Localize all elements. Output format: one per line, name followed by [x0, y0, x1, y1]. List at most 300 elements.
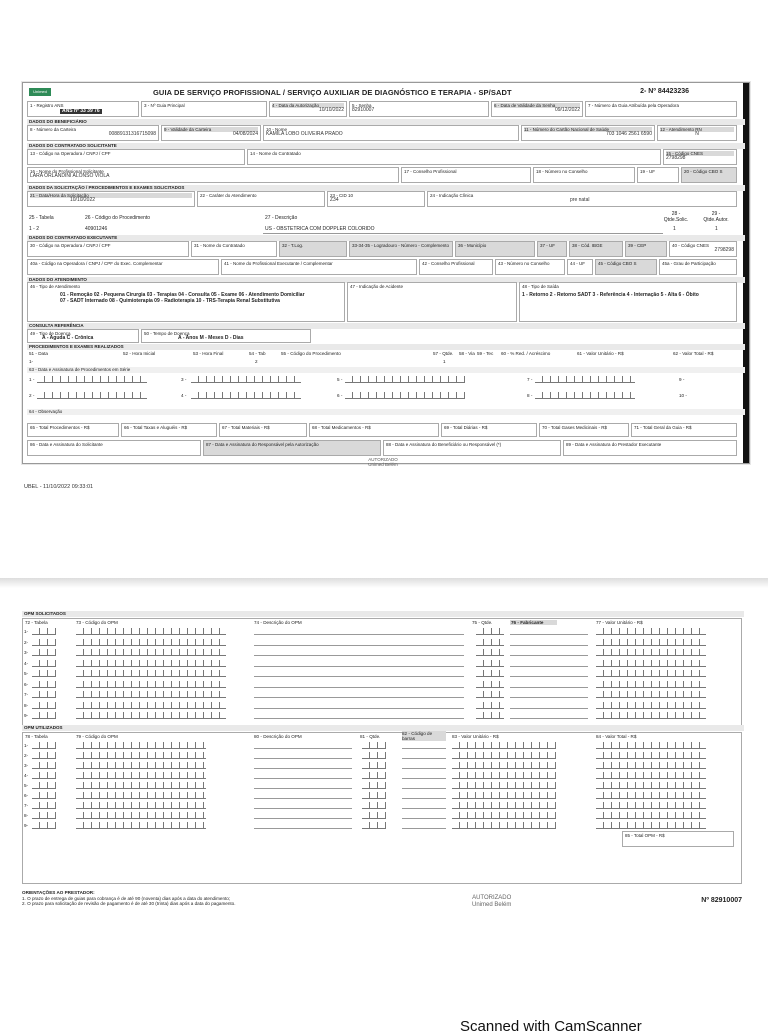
- field-data-solicitacao: [27, 191, 195, 207]
- series-label-4: 4 -: [181, 393, 187, 398]
- label: 23 - CID 10: [330, 193, 354, 198]
- camscanner-watermark: Scanned with CamScanner: [460, 1018, 642, 1035]
- row-valor-8[interactable]: [596, 702, 706, 709]
- used-qtde-1[interactable]: [362, 742, 386, 749]
- row-codigo-1[interactable]: [76, 628, 226, 635]
- used-valor-total-9[interactable]: [596, 822, 706, 829]
- field-total-procedimentos: [27, 423, 119, 437]
- row-valor-2[interactable]: [596, 639, 706, 646]
- field-codigo-complementar: [27, 259, 219, 275]
- label: 15 - Código CNES: [666, 151, 734, 156]
- value: KAMILA LOBO OLIVEIRA PRADO: [266, 131, 343, 137]
- used-valor-total-1[interactable]: [596, 742, 706, 749]
- row-descricao-8[interactable]: [254, 708, 464, 709]
- row-tabela-9[interactable]: [32, 712, 56, 719]
- header-codigo-opm: 73 - Código do OPM: [76, 620, 118, 625]
- series-date-5[interactable]: [345, 376, 465, 383]
- field-municipio: [455, 241, 535, 257]
- used-barras-9[interactable]: [402, 828, 446, 829]
- value: 09/12/2022: [554, 107, 580, 113]
- used-codigo-3[interactable]: [76, 762, 206, 769]
- row-qtde-7[interactable]: [476, 691, 504, 698]
- options-2: 07 - SADT Internado 08 - Quimioterapia 09 - Radioterapia 10 - TRS-Terapia Renal Substitutiva: [60, 298, 280, 304]
- header-fabricante: 76 - Fabricante: [510, 620, 557, 625]
- row-qtde-8[interactable]: [476, 702, 504, 709]
- row-tabela-2[interactable]: [32, 639, 56, 646]
- label: 46 - Tipo de Atendimento: [30, 284, 81, 289]
- field-ibge: [569, 241, 623, 257]
- row-tabela-4[interactable]: [32, 660, 56, 667]
- row-qtde-2[interactable]: [476, 639, 504, 646]
- label: 5 - Senha: [352, 103, 372, 108]
- row-codigo-4[interactable]: [76, 660, 226, 667]
- options: A - Anos M - Meses D - Dias: [178, 335, 244, 341]
- field-conselho-exec: [419, 259, 493, 275]
- used-row-label-4: 4-: [24, 773, 29, 778]
- row-valor-5[interactable]: [596, 670, 706, 677]
- field-total-taxas: [121, 423, 217, 437]
- used-tabela-1[interactable]: [32, 742, 56, 749]
- guia-number: 2- Nº 84423236: [640, 88, 689, 95]
- value: 703 1046 2561 6590: [606, 131, 652, 137]
- field-tipo-doenca: [27, 329, 139, 343]
- field-total-materiais: [219, 423, 307, 437]
- used-barras-3[interactable]: [402, 768, 446, 769]
- used-valor-total-8[interactable]: [596, 812, 706, 819]
- label: 89 - Data e Assinatura do Prestador Executante: [566, 442, 662, 447]
- label: 86 - Data e Assinatura do Solicitante: [30, 442, 103, 447]
- label: 39 - CEP: [628, 243, 647, 248]
- label: 44 - UF: [570, 261, 586, 266]
- field-cbo: [681, 167, 737, 183]
- used-qtde-4[interactable]: [362, 772, 386, 779]
- field-numero-conselho-exec: [495, 259, 565, 275]
- series-date-2[interactable]: [37, 392, 147, 399]
- label: 45a - Grau de Participação: [662, 261, 716, 266]
- field-indicacao-clinica: [427, 191, 737, 207]
- header-codigo-opm-2: 79 - Código do OPM: [76, 734, 118, 739]
- label: 71 - Total Geral da Guia - R$: [634, 425, 692, 430]
- label: 38 - Cód. IBGE: [572, 243, 603, 248]
- row-descricao-1[interactable]: [254, 634, 464, 635]
- field-numero-conselho: [533, 167, 635, 183]
- value: Z34: [330, 197, 339, 203]
- used-barras-8[interactable]: [402, 818, 446, 819]
- orient-1: 1. O prazo de entrega de guias para cobrança é de até 90 (noventa) dias após a data do atendimento;: [22, 895, 231, 901]
- row-valor-1[interactable]: [596, 628, 706, 635]
- header-tabela: 72 - Tabela: [25, 620, 48, 625]
- used-valor-unit-3[interactable]: [452, 762, 556, 769]
- field-assinatura-autorizacao[interactable]: [203, 440, 381, 456]
- label: 49 - Tipo de Doença: [30, 331, 71, 336]
- label: 70 - Total Gases Medicinais - R$: [542, 425, 607, 430]
- used-valor-total-4[interactable]: [596, 772, 706, 779]
- section-opm-solicitados: OPM SOLICITADOS: [22, 611, 744, 617]
- label: 20 - Código CBO S: [684, 169, 723, 174]
- row-fabricante-2[interactable]: [510, 645, 588, 646]
- row-codigo-9[interactable]: [76, 712, 226, 719]
- label: 88 - Data e Assinatura do Beneficiário ou Responsável (*): [386, 442, 502, 447]
- row-label-8: 8-: [24, 702, 29, 708]
- used-valor-unit-2[interactable]: [452, 752, 556, 759]
- row-codigo-5[interactable]: [76, 670, 226, 677]
- series-date-3[interactable]: [191, 376, 301, 383]
- label: 41 - Nome do Profissional Executante / Complementar: [224, 261, 333, 266]
- row-descricao-3[interactable]: [254, 655, 464, 656]
- label: 45 - Código CBO S: [598, 261, 637, 266]
- header-qtde-2: 81 - Qtde.: [360, 734, 381, 739]
- field-profissional-executante: [221, 259, 417, 275]
- series-label-2: 2 -: [29, 393, 35, 398]
- label: 85 - Total OPM - R$: [625, 833, 665, 838]
- label: 24 - Indicação Clínica: [430, 193, 474, 198]
- field-nome: [263, 125, 519, 141]
- row-valor-9[interactable]: [596, 712, 706, 719]
- label: 1 - Registro ANS: [30, 103, 64, 108]
- field-total-medicamentos: [309, 423, 439, 437]
- value: 00889131316715098: [108, 131, 156, 137]
- label: 48 - Tipo de Saída: [522, 284, 559, 289]
- row-tabela-7[interactable]: [32, 691, 56, 698]
- series-date-7[interactable]: [535, 376, 635, 383]
- used-valor-unit-1[interactable]: [452, 742, 556, 749]
- used-row-label-2: 2-: [24, 753, 29, 758]
- label: 32 - T.Log.: [282, 243, 304, 248]
- section-solicitacao: DADOS DA SOLICITAÇÃO / PROCEDIMENTOS E EXAMES SOLICITADOS: [27, 185, 745, 191]
- field-cid: [327, 191, 425, 207]
- used-valor-total-3[interactable]: [596, 762, 706, 769]
- label-tabela: 25 - Tabela: [29, 215, 54, 221]
- series-label-1: 1 -: [29, 377, 35, 382]
- used-tabela-7[interactable]: [32, 802, 56, 809]
- row-label-9: 9-: [24, 713, 29, 718]
- field-guia-principal: [141, 101, 267, 117]
- label: 16 - Nome do Profissional Solicitante: [30, 169, 104, 174]
- value-qtde-autor: 1: [715, 226, 718, 232]
- used-valor-unit-9[interactable]: [452, 822, 556, 829]
- field-cep: [625, 241, 667, 257]
- field-tipo-atendimento: [27, 282, 345, 322]
- row-descricao-5[interactable]: [254, 676, 464, 677]
- page-separator: [0, 578, 768, 588]
- value-tab: 2: [255, 359, 258, 364]
- label: 22 - Caráter do Atendimento: [200, 193, 257, 198]
- stamp-text-2: Unimed Belém: [368, 462, 398, 467]
- used-tabela-6[interactable]: [32, 792, 56, 799]
- row-fabricante-3[interactable]: [510, 655, 588, 656]
- used-barras-4[interactable]: [402, 778, 446, 779]
- field-grau-participacao: [659, 259, 737, 275]
- used-descricao-9[interactable]: [254, 828, 352, 829]
- stamp-text: AUTORIZADO: [368, 457, 398, 462]
- value: 2798298: [666, 155, 686, 161]
- used-descricao-2[interactable]: [254, 758, 352, 759]
- label: 36 - Município: [458, 243, 487, 248]
- section-opm-utilizados: OPM UTILIZADOS: [22, 725, 744, 731]
- field-atendimento-rn: [657, 125, 737, 141]
- used-qtde-7[interactable]: [362, 802, 386, 809]
- row-qtde-1[interactable]: [476, 628, 504, 635]
- label-qtde: 57 - Qtde.: [433, 351, 454, 356]
- value-qtde: 1: [443, 359, 446, 364]
- used-barras-2[interactable]: [402, 758, 446, 759]
- side-strip: [743, 83, 749, 463]
- label-descricao: 27 - Descrição: [265, 215, 298, 221]
- field-nome-executante: [191, 241, 277, 257]
- header-descricao-opm-2: 80 - Descrição do OPM: [254, 734, 302, 739]
- row-qtde-9[interactable]: [476, 712, 504, 719]
- row-fabricante-6[interactable]: [510, 687, 588, 688]
- header-valor-total-2: 84 - Valor Total - R$: [596, 734, 637, 739]
- label: 69 - Total Diárias - R$: [444, 425, 488, 430]
- used-codigo-7[interactable]: [76, 802, 206, 809]
- field-assinatura-beneficiario[interactable]: [383, 440, 561, 456]
- label-valor-total: 62 - Valor Total - R$: [673, 351, 714, 356]
- row-qtde-5[interactable]: [476, 670, 504, 677]
- used-row-label-1: 1-: [24, 743, 29, 748]
- used-barras-1[interactable]: [402, 748, 446, 749]
- value-data: 1-: [29, 359, 34, 364]
- row-label-6: 6-: [24, 681, 29, 687]
- row-tabela-8[interactable]: [32, 702, 56, 709]
- label-data: 51 - Data: [29, 351, 48, 356]
- field-uf-exec: [537, 241, 567, 257]
- field-total-diarias: [441, 423, 537, 437]
- row-fabricante-5[interactable]: [510, 676, 588, 677]
- used-valor-total-6[interactable]: [596, 792, 706, 799]
- row-fabricante-4[interactable]: [510, 666, 588, 667]
- series-label-7: 7 -: [527, 377, 533, 382]
- row-valor-6[interactable]: [596, 681, 706, 688]
- used-valor-total-5[interactable]: [596, 782, 706, 789]
- section-observacao: 64 - Observação: [27, 409, 745, 415]
- value: pre natal: [570, 197, 590, 203]
- field-profissional-solicitante: [27, 167, 399, 183]
- label: 43 - Número no Conselho: [498, 261, 550, 266]
- orient-2: 2. O prazo para solicitação de revisão de pagamento é de até 30 (trinta) dias após a data do pagamento.: [22, 901, 236, 906]
- field-cnes-exec: [669, 241, 737, 257]
- used-valor-unit-4[interactable]: [452, 772, 556, 779]
- field-indicacao-acidente: [347, 282, 517, 322]
- used-qtde-2[interactable]: [362, 752, 386, 759]
- row-codigo-7[interactable]: [76, 691, 226, 698]
- field-data-autorizacao: [269, 101, 347, 117]
- value-qtde-solic: 1: [673, 226, 676, 232]
- row-tabela-3[interactable]: [32, 649, 56, 656]
- label: 17 - Conselho Profissional: [404, 169, 457, 174]
- field-tipo-saida: [519, 282, 737, 322]
- used-row-label-9: 9-: [24, 823, 29, 828]
- label: 40 - Código CNES: [672, 243, 710, 248]
- label-hora-inicial: 52 - Hora Inicial: [123, 351, 156, 356]
- header-qtde: 75 - Qtde.: [472, 620, 493, 625]
- row-valor-7[interactable]: [596, 691, 706, 698]
- row-valor-3[interactable]: [596, 649, 706, 656]
- used-descricao-7[interactable]: [254, 808, 352, 809]
- sadt-form-page: [22, 82, 750, 467]
- options-1: 01 - Remoção 02 - Pequena Cirurgia 03 - Terapias 04 - Consulta 05 - Exame 06 - Atendimento Domiciliar: [60, 292, 305, 298]
- field-total-opm: [622, 831, 734, 847]
- used-tabela-3[interactable]: [32, 762, 56, 769]
- used-qtde-5[interactable]: [362, 782, 386, 789]
- label: 47 - Indicação de Acidente: [350, 284, 404, 289]
- value: N: [695, 131, 699, 137]
- label-qtde-solic: 28 - Qtde.Solic.: [663, 211, 689, 223]
- used-tabela-9[interactable]: [32, 822, 56, 829]
- used-valor-total-7[interactable]: [596, 802, 706, 809]
- row-descricao-7[interactable]: [254, 697, 464, 698]
- row-descricao-4[interactable]: [254, 666, 464, 667]
- row-codigo-2[interactable]: [76, 639, 226, 646]
- row-tabela-6[interactable]: [32, 681, 56, 688]
- options: A - Aguda C - Crônica: [42, 335, 94, 341]
- field-uf-complementar: [567, 259, 593, 275]
- field-logradouro: [349, 241, 453, 257]
- label-via: 58 - Via: [459, 351, 475, 356]
- used-qtde-3[interactable]: [362, 762, 386, 769]
- used-descricao-1[interactable]: [254, 748, 352, 749]
- row-tabela-5[interactable]: [32, 670, 56, 677]
- label-reducao: 60 - % Red. / Acréscimo: [501, 351, 551, 356]
- field-assinatura-prestador[interactable]: [563, 440, 737, 456]
- row-qtde-6[interactable]: [476, 681, 504, 688]
- header-tabela-2: 78 - Tabela: [25, 734, 48, 739]
- label: 31 - Nome do Contratado: [194, 243, 245, 248]
- row-fabricante-7[interactable]: [510, 697, 588, 698]
- section-executante: DADOS DO CONTRATADO EXECUTANTE: [27, 235, 745, 241]
- row-qtde-3[interactable]: [476, 649, 504, 656]
- used-codigo-4[interactable]: [76, 772, 206, 779]
- label: 4 - Data da Autorização: [272, 103, 344, 108]
- row-codigo-3[interactable]: [76, 649, 226, 656]
- series-date-4[interactable]: [191, 392, 301, 399]
- series-label-10: 10 -: [679, 393, 687, 398]
- field-assinatura-solicitante[interactable]: [27, 440, 201, 456]
- used-row-label-3: 3-: [24, 763, 29, 768]
- used-descricao-6[interactable]: [254, 798, 352, 799]
- field-nome-contratado: [247, 149, 661, 165]
- used-valor-unit-5[interactable]: [452, 782, 556, 789]
- section-solicitante: DADOS DO CONTRATADO SOLICITANTE: [27, 143, 745, 149]
- label: 7 - Número da Guia Atribuída pela Operadora: [588, 103, 680, 108]
- series-date-8[interactable]: [535, 392, 635, 399]
- used-barras-6[interactable]: [402, 798, 446, 799]
- used-valor-total-2[interactable]: [596, 752, 706, 759]
- field-validade-carteira: [161, 125, 261, 141]
- row-valor-4[interactable]: [596, 660, 706, 667]
- label: 30 - Código na Operadora / CNPJ / CPF: [30, 243, 111, 248]
- stamp-text-2: Unimed Belém: [472, 902, 512, 908]
- field-cns: [521, 125, 655, 141]
- stamp-text: AUTORIZADO: [472, 895, 512, 901]
- row-label-2: 2-: [24, 639, 29, 645]
- row-label-7: 7-: [24, 692, 29, 697]
- used-barras-7[interactable]: [402, 808, 446, 809]
- field-total-geral: [631, 423, 737, 437]
- value: 82910007: [352, 107, 375, 113]
- value: 2798298: [714, 247, 734, 253]
- series-label-9: 9 -: [679, 377, 685, 382]
- used-tabela-4[interactable]: [32, 772, 56, 779]
- used-qtde-8[interactable]: [362, 812, 386, 819]
- value-tabela: 1 - 2: [29, 226, 40, 232]
- used-valor-unit-6[interactable]: [452, 792, 556, 799]
- row-descricao-2[interactable]: [254, 645, 464, 646]
- used-codigo-1[interactable]: [76, 742, 206, 749]
- used-tabela-5[interactable]: [32, 782, 56, 789]
- used-codigo-8[interactable]: [76, 812, 206, 819]
- field-registro-ans: [27, 101, 139, 117]
- used-valor-unit-8[interactable]: [452, 812, 556, 819]
- series-label-8: 8 -: [527, 393, 533, 398]
- section-consulta: CONSULTA REFERÊNCIA: [27, 323, 745, 329]
- header-valor-unitario-2: 83 - Valor Unitário - R$: [452, 734, 499, 739]
- field-validade-senha: [491, 101, 583, 117]
- label: 40a - Código na Operadora / CNPJ / CPF do Exec. Complementar: [30, 261, 163, 266]
- used-tabela-2[interactable]: [32, 752, 56, 759]
- used-codigo-2[interactable]: [76, 752, 206, 759]
- row-qtde-4[interactable]: [476, 660, 504, 667]
- used-descricao-5[interactable]: [254, 788, 352, 789]
- label: 19 - UF: [640, 169, 656, 174]
- opm-page: [22, 603, 744, 923]
- used-codigo-6[interactable]: [76, 792, 206, 799]
- series-date-6[interactable]: [345, 392, 465, 399]
- row-fabricante-8[interactable]: [510, 708, 588, 709]
- field-codigo-executante: [27, 241, 189, 257]
- row-descricao-9[interactable]: [254, 718, 464, 719]
- unimed-logo: Unimed: [29, 88, 51, 96]
- label: 66 - Total Taxas e Aluguéis - R$: [124, 425, 188, 430]
- series-label-5: 5 -: [337, 377, 343, 382]
- label: 68 - Total Medicamentos - R$: [312, 425, 371, 430]
- row-codigo-6[interactable]: [76, 681, 226, 688]
- value: LARA ORLANDINI ALONSO VIOLA: [30, 173, 110, 179]
- label: 10 - Nome: [266, 127, 288, 132]
- label-codigo-procedimento: 26 - Código do Procedimento: [85, 215, 151, 221]
- used-codigo-9[interactable]: [76, 822, 206, 829]
- row-fabricante-1[interactable]: [510, 634, 588, 635]
- series-date-1[interactable]: [37, 376, 147, 383]
- series-label-6: 6 -: [337, 393, 343, 398]
- label: 6 - Data de Validade da Senha: [494, 103, 580, 108]
- used-descricao-8[interactable]: [254, 818, 352, 819]
- field-senha: [349, 101, 489, 117]
- used-descricao-3[interactable]: [254, 768, 352, 769]
- used-descricao-4[interactable]: [254, 778, 352, 779]
- used-tabela-8[interactable]: [32, 812, 56, 819]
- descricao-line: [263, 233, 663, 234]
- row-descricao-6[interactable]: [254, 687, 464, 688]
- used-qtde-6[interactable]: [362, 792, 386, 799]
- used-valor-unit-7[interactable]: [452, 802, 556, 809]
- value: 04/08/2024: [232, 131, 258, 137]
- orient-title: ORIENTAÇÕES AO PRESTADOR:: [22, 890, 95, 895]
- used-codigo-5[interactable]: [76, 782, 206, 789]
- label: 9 - Validade da Carteira: [164, 127, 258, 132]
- used-qtde-9[interactable]: [362, 822, 386, 829]
- label-hora-final: 53 - Hora Final: [193, 351, 224, 356]
- row-codigo-8[interactable]: [76, 702, 226, 709]
- field-conselho: [401, 167, 531, 183]
- label-qtde-autor: 29 - Qtde.Autor.: [703, 211, 729, 223]
- used-barras-5[interactable]: [402, 788, 446, 789]
- row-tabela-1[interactable]: [32, 628, 56, 635]
- row-fabricante-9[interactable]: [510, 718, 588, 719]
- label: 14 - Nome do Contratado: [250, 151, 301, 156]
- label-valor-unitario: 61 - Valor Unitário - R$: [577, 351, 624, 356]
- header-valor-unitario: 77 - Valor Unitário - R$: [596, 620, 643, 625]
